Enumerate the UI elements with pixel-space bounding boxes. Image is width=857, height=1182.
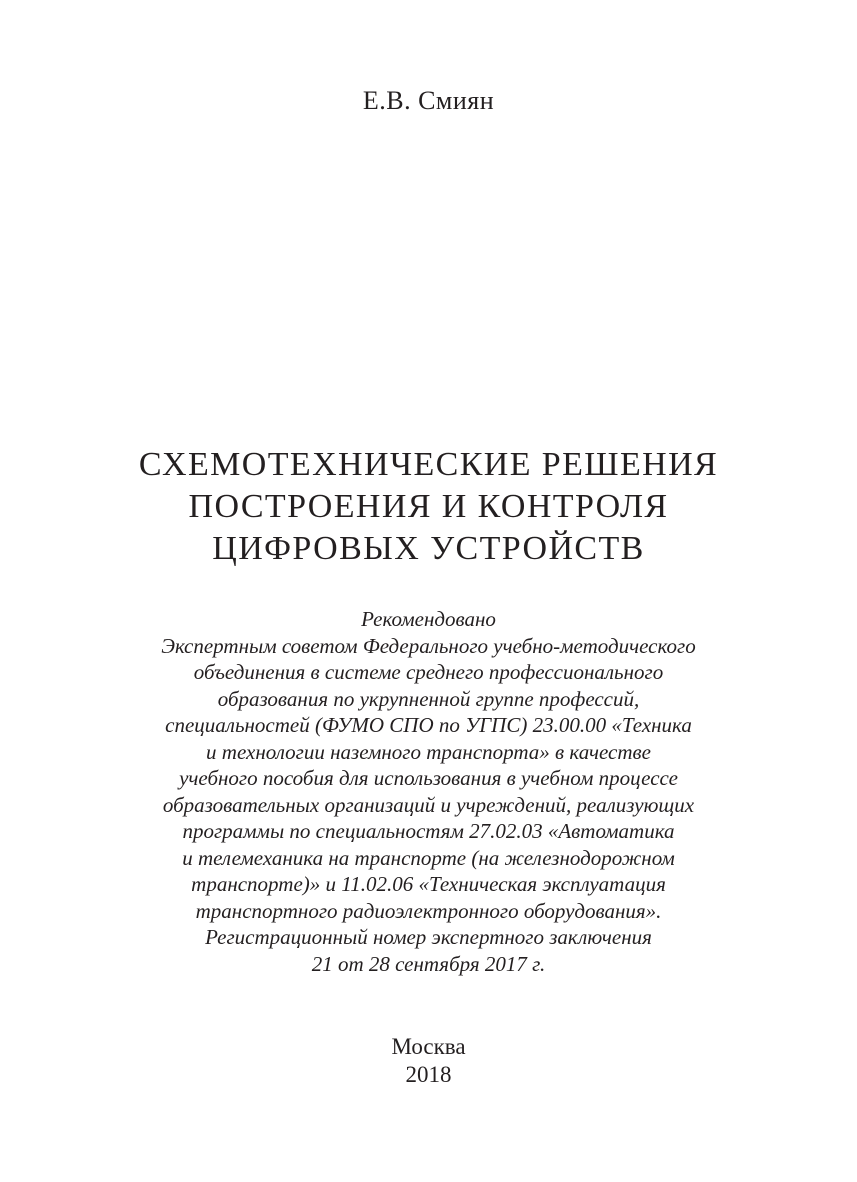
recommendation-block [0, 606, 857, 977]
recommendation-line: учебного пособия для использования в учебном процессе [179, 766, 678, 790]
recommendation-line: образовательных организаций и учреждений, реализующих [162, 792, 695, 817]
recommendation-line: объединения в системе среднего профессионального [193, 660, 664, 684]
recommendation-line: транспортного радиоэлектронного оборудования». [195, 898, 662, 923]
recommendation-line: 21 от 28 сентября 2017 г. [311, 951, 546, 976]
publication-city: Москва [391, 1034, 466, 1059]
recommendation-line: программы по специальностям 27.02.03 «Автоматика [182, 819, 675, 843]
recommendation-line: образования по укрупненной группе профессий, [217, 686, 640, 711]
recommendation-line: специальностей (ФУМО СПО по УГПС) 23.00.00 «Техника [165, 713, 692, 737]
author-name: Е.В. Смиян [362, 86, 495, 115]
recommendation-line: Экспертным советом Федерального учебно-методического [161, 633, 696, 658]
imprint [0, 1033, 857, 1089]
title-line: ЦИФРОВЫХ УСТРОЙСТВ [212, 530, 645, 567]
title-line: ПОСТРОЕНИЯ И КОНТРОЛЯ [188, 488, 669, 525]
recommendation-heading: Рекомендовано [361, 607, 496, 631]
title-line: СХЕМОТЕХНИЧЕСКИЕ РЕШЕНИЯ [138, 446, 719, 483]
recommendation-line: и телемеханика на транспорте (на железнодорожном [182, 845, 675, 870]
recommendation-line: Регистрационный номер экспертного заключения [205, 925, 652, 949]
recommendation-line: и технологии наземного транспорта» в качестве [206, 739, 651, 764]
recommendation-line: транспорте)» и 11.02.06 «Техническая эксплуатация [191, 872, 666, 896]
book-title [0, 444, 857, 570]
publication-year: 2018 [405, 1062, 452, 1087]
